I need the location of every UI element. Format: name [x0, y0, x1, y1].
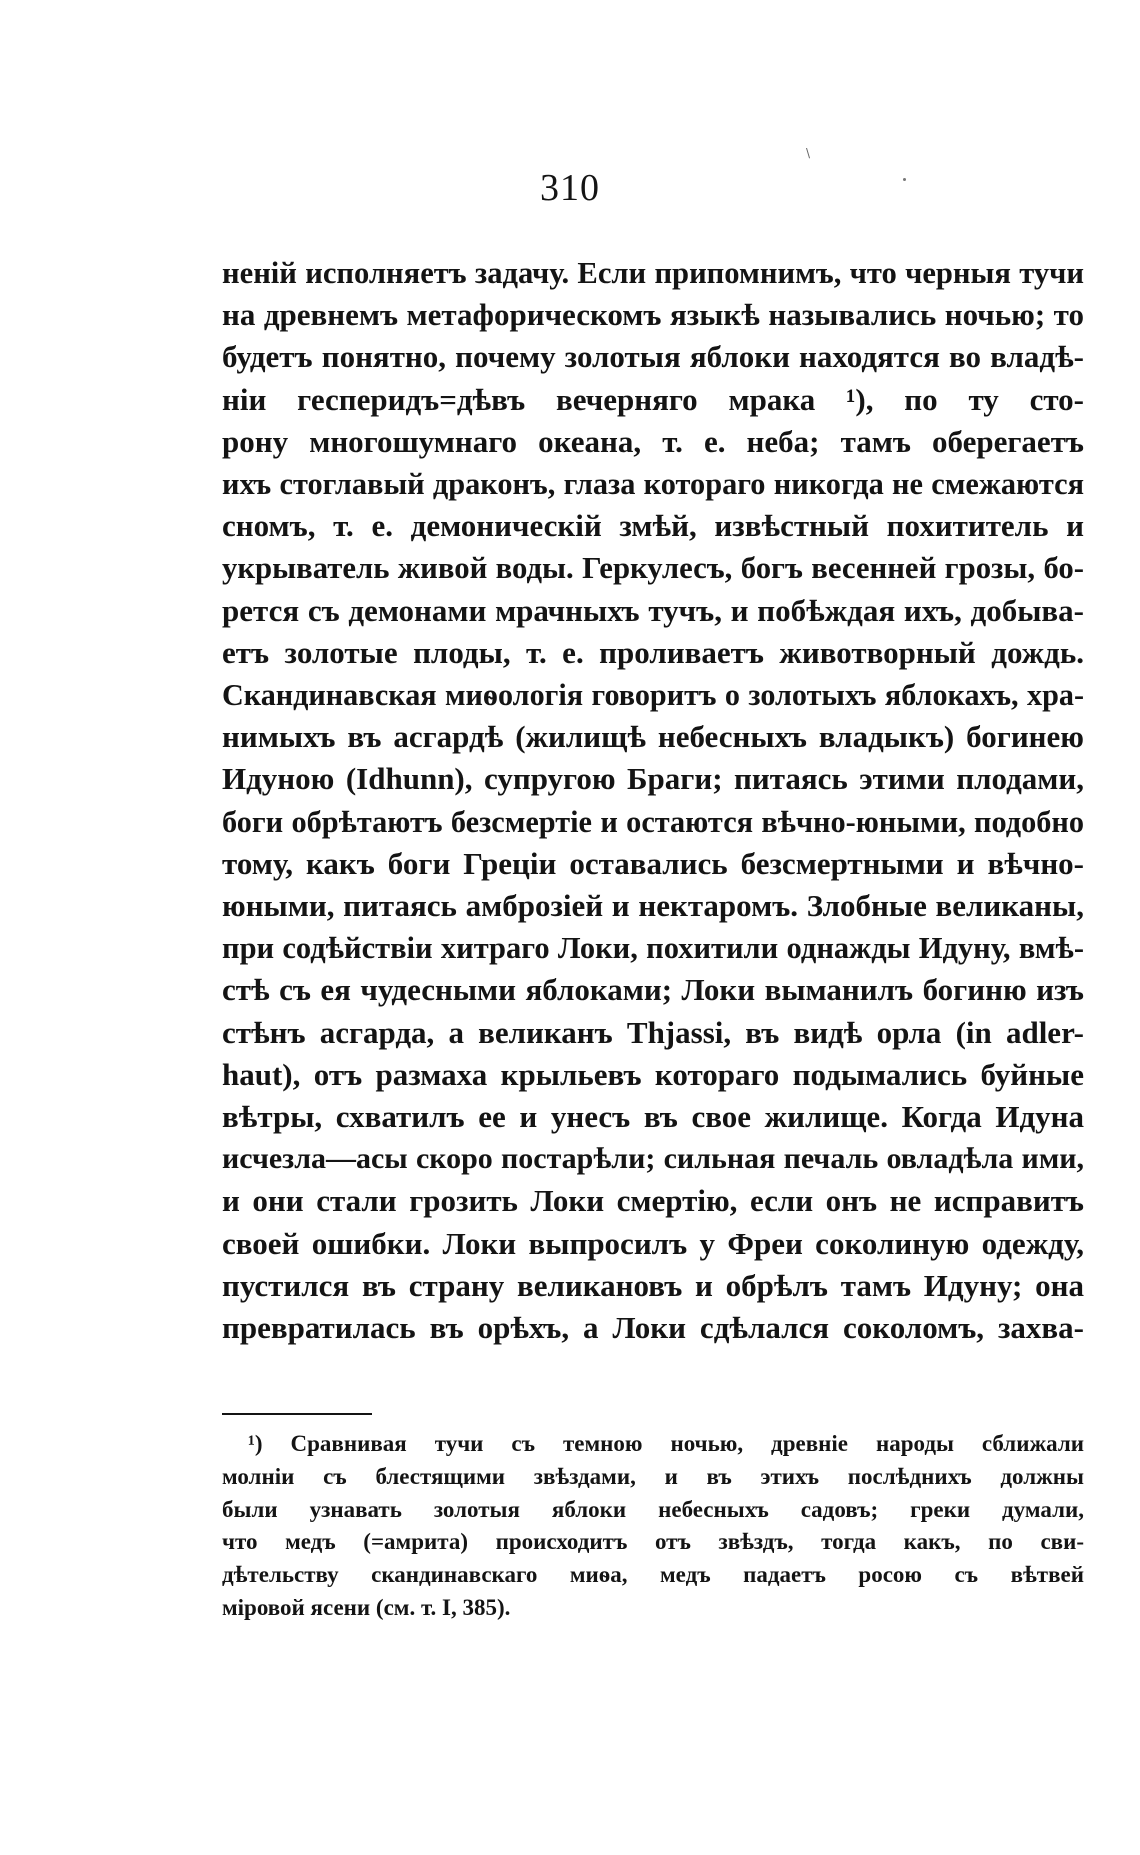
body-line: на древнемъ метафорическомъ языкѣ назывались ночью; то: [222, 297, 1084, 333]
body-line: юными, питаясь амброзiей и нектаромъ. Злобные великаны,: [222, 888, 1084, 924]
page-number: 310: [540, 167, 600, 209]
body-line: рону многошумнаго океана, т. е. неба; тамъ оберегаетъ: [222, 423, 1084, 459]
body-line: Идуною (Idhunn), супругою Браги; питаясь этими плодами,: [222, 761, 1084, 797]
body-line: тому, какъ боги Грецiи оставались безсмертными и вѣчно-: [222, 845, 1084, 881]
footnote-line: дѣтельству скандинавскаго миѳа, медъ падаетъ росою съ вѣтвей: [222, 1562, 1084, 1588]
body-text: [222, 252, 1084, 1349]
footnote-separator: [222, 1413, 372, 1415]
body-line: вѣтры, схватилъ ее и унесъ въ свое жилище. Когда Идуна: [222, 1099, 1084, 1135]
footnote-line: были узнавать золотыя яблоки небесныхъ садовъ; греки думали,: [222, 1496, 1084, 1522]
body-line: сномъ, т. е. демоническiй змѣй, извѣстный похититель и: [222, 508, 1084, 544]
body-line: стѣнъ асгарда, а великанъ Thjassi, въ видѣ орла (in adler-: [222, 1014, 1084, 1050]
body-line: етъ золотые плоды, т. е. проливаетъ животворный дождь.: [222, 634, 1084, 670]
body-line: Скандинавская миѳологiя говоритъ о золотыхъ яблокахъ, хра-: [222, 678, 1084, 713]
body-line: своей ошибки. Локи выпросилъ у Фреи соколиную одежду,: [222, 1225, 1084, 1261]
footnote-line: что медъ (=амрита) происходитъ отъ звѣздъ, тогда какъ, по сви-: [222, 1529, 1084, 1555]
footnote-line: мiровой ясени (см. т. I, 385).: [222, 1594, 511, 1620]
stray-mark-icon: \: [806, 146, 811, 160]
body-line: превратилась въ орѣхъ, а Локи сдѣлался соколомъ, захва-: [222, 1310, 1084, 1346]
body-line: пустился въ страну великановъ и обрѣлъ тамъ Идуну; она: [222, 1267, 1084, 1303]
body-line: будетъ понятно, почему золотыя яблоки находятся во владѣ-: [222, 339, 1084, 375]
body-line: и они стали грозить Локи смертiю, если онъ не исправитъ: [222, 1183, 1084, 1219]
footnote-line: молнiи съ блестящими звѣздами, и въ этихъ послѣднихъ должны: [222, 1463, 1084, 1489]
body-line: боги обрѣтаютъ безсмертiе и остаются вѣчно-юными, подобно: [222, 804, 1084, 839]
footnote-line: ¹) Сравнивая тучи съ темною ночью, древнiе народы сближали: [248, 1431, 1084, 1456]
body-line: при содѣйствiи хитраго Локи, похитили однажды Идуну, вмѣ-: [222, 931, 1084, 966]
body-line: укрыватель живой воды. Геркулесъ, богъ весенней грозы, бо-: [222, 551, 1084, 586]
body-line: исчезла—асы скоро постарѣли; сильная печаль овладѣла ими,: [222, 1142, 1084, 1176]
body-line: haut), отъ размаха крыльевъ котораго подымались буйные: [222, 1056, 1084, 1092]
body-line: ненiй исполняетъ задачу. Если припомнимъ, что черныя тучи: [222, 256, 1084, 290]
body-line: нiи гесперидъ=дѣвъ вечерняго мрака ¹), по ту сто-: [222, 381, 1084, 417]
body-line: рется съ демонами мрачныхъ тучъ, и побѣждая ихъ, добыва-: [222, 592, 1084, 628]
body-line: нимыхъ въ асгардѣ (жилищѣ небесныхъ владыкъ) богинею: [222, 719, 1084, 755]
body-line: ихъ стоглавый драконъ, глаза котораго никогда не смежаются: [222, 467, 1084, 502]
footnotes: [222, 1428, 1084, 1625]
body-line: стѣ съ ея чудесными яблоками; Локи выманилъ богиню изъ: [222, 972, 1084, 1008]
